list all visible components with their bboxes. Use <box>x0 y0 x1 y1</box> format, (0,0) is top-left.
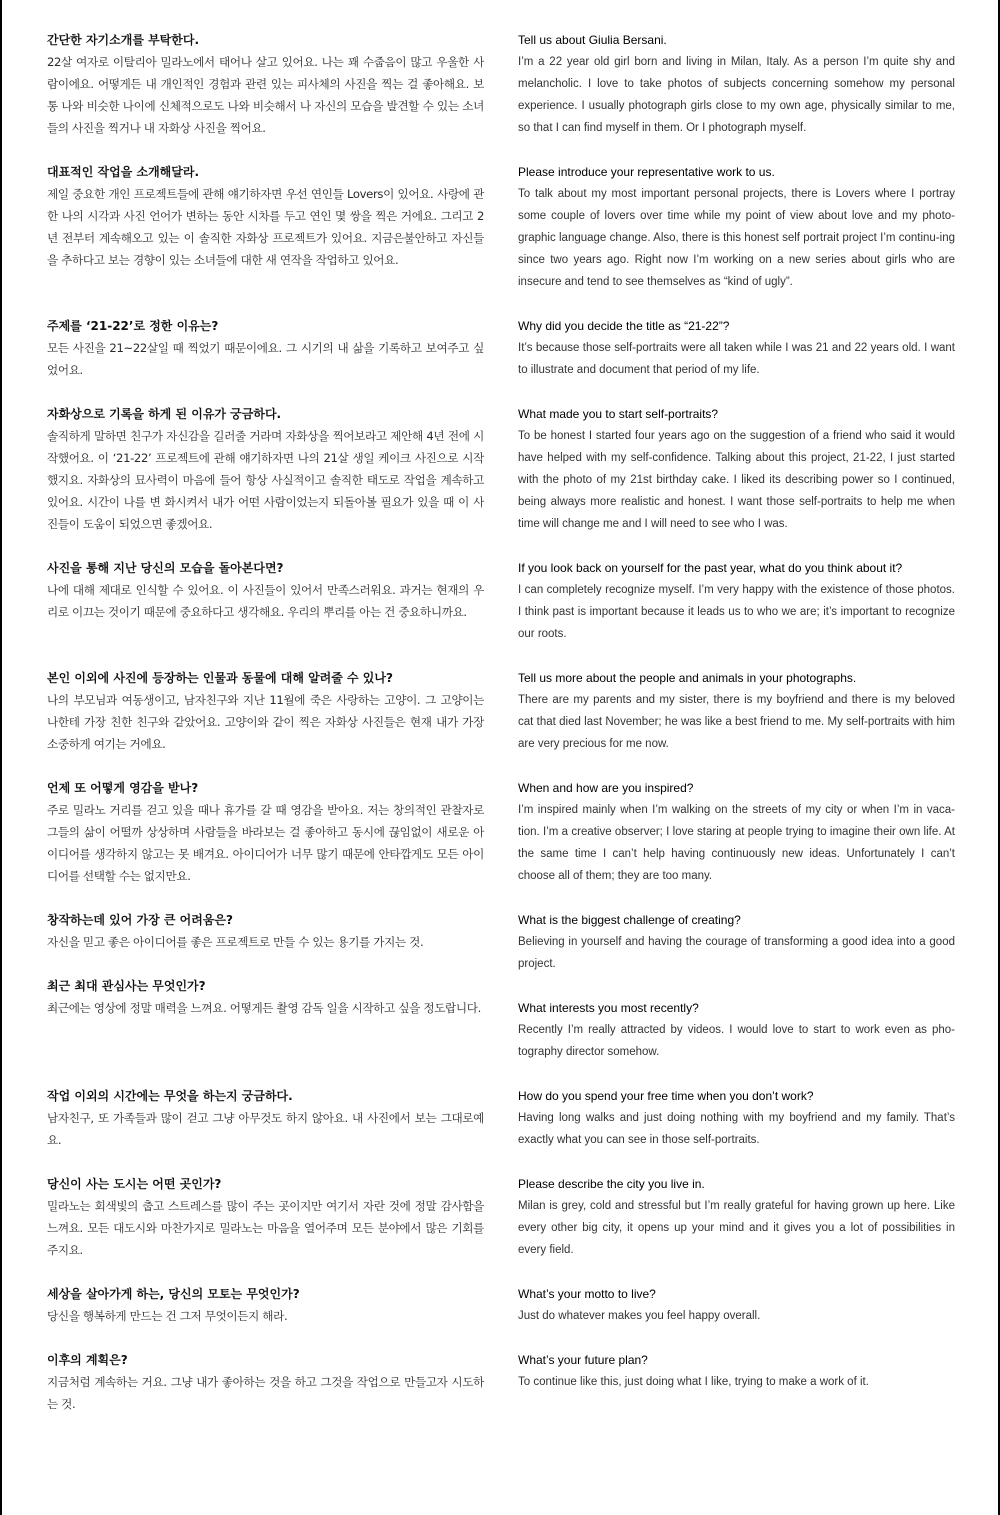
qa-item-future-plan <box>518 1349 955 1393</box>
qa-item-inspiration <box>47 777 484 887</box>
question: When and how are you inspired? <box>518 781 694 795</box>
answer: I’m a 22 year old girl born and living in Milan, Italy. As a person I’m quite shy and melancholic. I love to take photos of subjects concerning somehow my personal experience. I usually photograph girls close to my own age, physically similar to me, so that I can find myself in them. Or I photograph myself. <box>518 56 955 134</box>
answer: To talk about my most important personal projects, there is Lovers where I portray some couple of lovers over time while my point of view about love and my photo-graphic language change. Also, there is this honest self portrait project I’m continu-ing since two years ago. Right now I’m working on a new series about girls who are insecure and tend to see themselves as “kind of ugly”. <box>518 188 955 288</box>
qa-item-city <box>47 1173 484 1261</box>
answer: I’m inspired mainly when I’m walking on the streets of my city or when I’m in vaca-tion. I’m a creative observer; I love staring at people trying to imagine their own life. At the same time I can’t help having continuously new ideas. Unfortunately I can’t choose all of them; they are too many. <box>518 804 955 882</box>
question: 주제를 ‘21-22’로 정한 이유는? <box>47 319 219 333</box>
qa-item-interests <box>518 997 955 1063</box>
question: 대표적인 작업을 소개해달라. <box>47 165 200 179</box>
answer: To continue like this, just doing what I like, trying to make a work of it. <box>518 1376 869 1388</box>
question: 자화상으로 기록을 하게 된 이유가 궁금하다. <box>47 407 282 421</box>
answer: There are my parents and my sister, there is my boyfriend and there is my beloved cat that died last November; he was like a best friend to me. My self-portraits with him are very precious for me now. <box>518 694 955 750</box>
question: 작업 이외의 시간에는 무엇을 하는지 궁금하다. <box>47 1089 293 1103</box>
answer: 22살 여자로 이탈리아 밀라노에서 태어나 살고 있어요. 나는 꽤 수줍음이 많고 우울한 사람이에요. 어떻게든 내 개인적인 경험과 관련 있는 피사체의 사진을 찍는 걸 좋아해요. 보통 나와 비슷한 나이에 신체적으로도 나와 비슷해서 나 자신의 모습을 발견할 수 있는 소녀들의 사진을 찍거나 내 자화상 사진을 찍어요. <box>47 55 484 135</box>
qa-item-self-portraits <box>47 403 484 535</box>
question: 창작하는데 있어 가장 큰 어려움은? <box>47 913 233 927</box>
question: 언제 또 어떻게 영감을 받나? <box>47 781 199 795</box>
question: 최근 최대 관심사는 무엇인가? <box>47 979 206 993</box>
answer: Recently I’m really attracted by videos. I would love to start to work even as pho-tography director somehow. <box>518 1024 955 1058</box>
question: What is the biggest challenge of creating? <box>518 913 741 927</box>
answer: 자신을 믿고 좋은 아이디어를 좋은 프로젝트로 만들 수 있는 용기를 가지는 것. <box>47 935 424 949</box>
answer: Milan is grey, cold and stressful but I’m really grateful for having grown up here. Like every other big city, it opens up your mind and it gives you a lot of possibilities in every field. <box>518 1200 955 1256</box>
qa-item-look-back <box>47 557 484 623</box>
answer: 당신을 행복하게 만드는 건 그저 무엇이든지 해라. <box>47 1309 288 1323</box>
page-border-left <box>0 0 2 1515</box>
qa-item-look-back <box>518 557 955 645</box>
answer: 나의 부모님과 여동생이고, 남자친구와 지난 11월에 죽은 사랑하는 고양이. 그 고양이는 나한테 가장 친한 친구와 같았어요. 고양이와 같이 찍은 자화상 사진들은 현재 내가 가장 소중하게 여기는 거에요. <box>47 693 484 751</box>
qa-item-city <box>518 1173 955 1261</box>
question: Please describe the city you live in. <box>518 1177 705 1191</box>
answer: Just do whatever makes you feel happy overall. <box>518 1310 761 1322</box>
qa-item-motto <box>47 1283 484 1327</box>
answer: To be honest I started four years ago on the suggestion of a friend who said it would have helped with my self-confidence. Talking about this project, 21-22, I just started with the photo of my 21st birthday cake. I liked its describing power so I continued, being always more realistic and honest. I want those self-portraits to help me when time will change me and I will need to see who I was. <box>518 430 955 530</box>
question: What made you to start self-portraits? <box>518 407 719 421</box>
qa-item-representative-work <box>518 161 955 293</box>
question: 사진을 통해 지난 당신의 모습을 돌아본다면? <box>47 561 284 575</box>
question: How do you spend your free time when you don’t work? <box>518 1089 814 1103</box>
qa-item-intro <box>518 29 955 139</box>
answer: It’s because those self-portraits were all taken while I was 21 and 22 years old. I want to illustrate and document that period of my life. <box>518 342 955 376</box>
qa-item-challenge <box>518 909 955 975</box>
answer: 최근에는 영상에 정말 매력을 느껴요. 어떻게든 촬영 감독 일을 시작하고 싶을 정도랍니다. <box>47 1001 481 1015</box>
qa-item-representative-work <box>47 161 484 271</box>
question: If you look back on yourself for the past year, what do you think about it? <box>518 561 903 575</box>
question: Please introduce your representative work to us. <box>518 165 775 179</box>
question: Why did you decide the title as “21-22”? <box>518 319 730 333</box>
answer: 솔직하게 말하면 친구가 자신감을 길러줄 거라며 자화상을 찍어보라고 제안해 4년 전에 시작했어요. 이 ‘21-22’ 프로젝트에 관해 얘기하자면 나의 21살 생일 케이크 사진으로 시작했지요. 자화상의 묘사력이 마음에 들어 항상 사실적이고 솔직한 태도로 작업을 계속하고 있어요. 시간이 나를 변 화시켜서 내가 어떤 사람이었는지 되돌아볼 필요가 있을 때 이 사진들이 도움이 되었으면 좋겠어요. <box>47 429 484 531</box>
question: Tell us more about the people and animals in your photographs. <box>518 671 857 685</box>
question: What interests you most recently? <box>518 1001 699 1015</box>
answer: Having long walks and just doing nothing with my boyfriend and my family. That’s exactly what you can see in those self-portraits. <box>518 1112 955 1146</box>
question: What’s your future plan? <box>518 1353 648 1367</box>
qa-item-people-animals <box>518 667 955 755</box>
answer: 나에 대해 제대로 인식할 수 있어요. 이 사진들이 있어서 만족스러워요. 과거는 현재의 우리로 이끄는 것이기 때문에 중요하다고 생각해요. 우리의 뿌리를 아는 건 중요하니까요. <box>47 583 484 619</box>
question: 간단한 자기소개를 부탁한다. <box>47 33 200 47</box>
qa-item-free-time <box>518 1085 955 1151</box>
question: Tell us about Giulia Bersani. <box>518 33 667 47</box>
question: 이후의 계획은? <box>47 1353 128 1367</box>
qa-item-self-portraits <box>518 403 955 535</box>
qa-item-title-reason <box>518 315 955 381</box>
qa-item-future-plan <box>47 1349 484 1415</box>
question: 세상을 살아가게 하는, 당신의 모토는 무엇인가? <box>47 1287 300 1301</box>
qa-item-free-time <box>47 1085 484 1151</box>
answer: 제일 중요한 개인 프로젝트들에 관해 얘기하자면 우선 연인들 Lovers이 있어요. 사랑에 관한 나의 시각과 사진 언어가 변하는 동안 시차를 두고 연인 몇 쌍을 찍은 거에요. 그리고 2년 전부터 계속해오고 있는 이 솔직한 자화상 프로젝트가 있어요. 지금은불안하고 자신들을 추하다고 보는 경향이 있는 소녀들에 대한 새 연작을 작업하고 있어요. <box>47 187 484 267</box>
answer: 주로 밀라노 거리를 걷고 있을 때나 휴가를 갈 때 영감을 받아요. 저는 창의적인 관찰자로 그들의 삶이 어떨까 상상하며 사람들을 바라보는 걸 좋아하고 동시에 끊임없이 새로운 아이디어를 생각하지 않고는 못 배겨요. 아이디어가 너무 많기 때문에 안타깝게도 모든 아이디어를 선택할 수는 없지만요. <box>47 803 484 883</box>
answer: 모든 사진을 21~22살일 때 찍었기 때문이에요. 그 시기의 내 삶을 기록하고 보여주고 싶었어요. <box>47 341 484 377</box>
qa-item-challenge <box>47 909 484 953</box>
qa-item-interests <box>47 975 484 1019</box>
answer: I can completely recognize myself. I’m very happy with the existence of those photos. I think past is important because it leads us to who we are; it’s important to recognize our roots. <box>518 584 955 640</box>
question: 당신이 사는 도시는 어떤 곳인가? <box>47 1177 222 1191</box>
qa-item-title-reason <box>47 315 484 381</box>
answer: 지금처럼 계속하는 거요. 그냥 내가 좋아하는 것을 하고 그것을 작업으로 만들고자 시도하는 것. <box>47 1375 484 1411</box>
question: 본인 이외에 사진에 등장하는 인물과 동물에 대해 알려줄 수 있나? <box>47 671 393 685</box>
answer: 남자친구, 또 가족들과 많이 걷고 그냥 아무것도 하지 않아요. 내 사진에서 보는 그대로예요. <box>47 1111 484 1147</box>
qa-item-people-animals <box>47 667 484 755</box>
qa-item-intro <box>47 29 484 139</box>
answer: 밀라노는 회색빛의 춥고 스트레스를 많이 주는 곳이지만 여기서 자란 것에 정말 감사함을 느껴요. 모든 대도시와 마찬가지로 밀라노는 마음을 열어주며 모든 분야에서 많은 기회를 주지요. <box>47 1199 484 1257</box>
qa-item-inspiration <box>518 777 955 887</box>
answer: Believing in yourself and having the courage of transforming a good idea into a good project. <box>518 936 955 970</box>
question: What’s your motto to live? <box>518 1287 656 1301</box>
qa-item-motto <box>518 1283 955 1327</box>
